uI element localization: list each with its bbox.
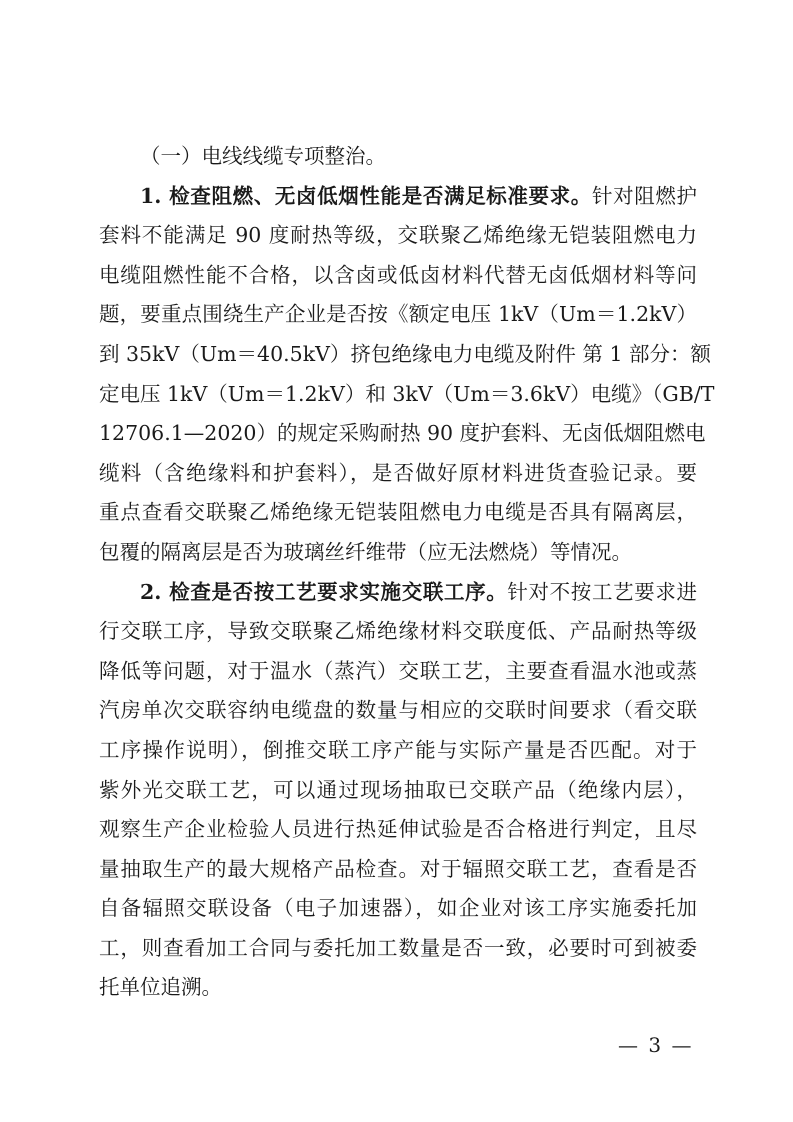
section-heading: （一）电线线缆专项整治。: [140, 144, 386, 168]
item2-line-10: 托单位追溯。: [99, 975, 222, 1000]
item1-line-2: 电缆阻燃性能不合格，以含卤或低卤材料代替无卤低烟材料等问: [99, 262, 697, 287]
item2-first-line: [99, 573, 697, 613]
item2-line-9: 工，则查看加工合同与委托加工数量是否一致，必要时可到被委: [99, 935, 697, 960]
item1-line-1: 套料不能满足 90 度耐热等级，交联聚乙烯绝缘无铠装阻燃电力: [99, 223, 697, 248]
item1-line-3: 题，要重点围绕生产企业是否按《额定电压 1kV（Um＝1.2kV）: [99, 302, 697, 327]
item2-line-7: 量抽取生产的最大规格产品检查。对于辐照交联工艺，查看是否: [99, 856, 697, 881]
item2-title: 2. 检查是否按工艺要求实施交联工序。: [140, 579, 508, 604]
item1-line-0: 针对阻燃护: [591, 183, 697, 208]
item2-line-3: 汽房单次交联容纳电缆盘的数量与相应的交联时间要求（看交联: [99, 698, 697, 723]
page-number: — 3 —: [618, 1033, 694, 1057]
item2-line-2: 降低等问题，对于温水（蒸汽）交联工艺，主要查看温水池或蒸: [99, 658, 697, 683]
item1-line-4: 到 35kV（Um＝40.5kV）挤包绝缘电力电缆及附件 第 1 部分：额: [99, 341, 712, 366]
body-text: [99, 137, 715, 1008]
item1-line-5: 定电压 1kV（Um＝1.2kV）和 3kV（Um＝3.6kV）电缆》（GB/T: [99, 381, 715, 406]
item1-line-8: 重点查看交联聚乙烯绝缘无铠装阻燃电力电缆是否具有隔离层，: [99, 500, 697, 525]
item2-line-4: 工序操作说明），倒推交联工序产能与实际产量是否匹配。对于: [99, 737, 697, 762]
item1-first-line: [99, 177, 697, 217]
item1-title: 1. 检查阻燃、无卤低烟性能是否满足标准要求。: [140, 183, 592, 208]
item2-line-5: 紫外光交联工艺，可以通过现场抽取已交联产品（绝缘内层），: [99, 777, 697, 802]
item1-line-6: 12706.1—2020）的规定采购耐热 90 度护套料、无卤低烟阻燃电: [99, 421, 706, 446]
item1-line-7: 缆料（含绝缘料和护套料），是否做好原材料进货查验记录。要: [99, 460, 697, 485]
item2-line-8: 自备辐照交联设备（电子加速器），如企业对该工序实施委托加: [99, 896, 697, 921]
item2-line-6: 观察生产企业检验人员进行热延伸试验是否合格进行判定，且尽: [99, 817, 697, 842]
item1-line-9: 包覆的隔离层是否为玻璃丝纤维带（应无法燃烧）等情况。: [99, 539, 632, 564]
item2-line-1: 行交联工序，导致交联聚乙烯绝缘材料交联度低、产品耐热等级: [99, 619, 697, 644]
item2-line-0: 针对不按工艺要求进: [507, 579, 697, 604]
